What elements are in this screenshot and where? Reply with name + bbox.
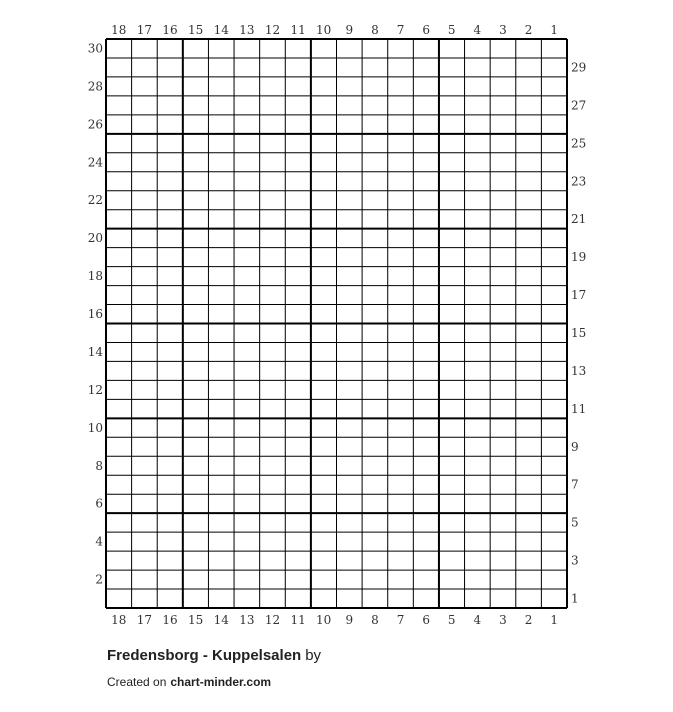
row-label-left: 14: [87, 344, 103, 359]
row-label-left: 10: [87, 420, 103, 435]
column-label-top: 7: [396, 23, 405, 37]
column-labels-top: [111, 23, 558, 37]
column-label-top: 12: [264, 23, 281, 37]
column-label-top: 3: [499, 23, 507, 37]
column-label-bottom: 4: [473, 613, 482, 627]
column-label-bottom: 2: [524, 613, 533, 627]
row-label-right: 19: [571, 250, 587, 265]
column-label-top: 2: [524, 23, 533, 37]
row-label-right: 15: [571, 325, 587, 340]
column-label-top: 16: [162, 23, 178, 37]
row-label-left: 18: [87, 269, 103, 284]
row-label-left: 22: [87, 193, 103, 208]
row-label-right: 13: [571, 363, 587, 378]
column-label-bottom: 8: [371, 613, 379, 627]
row-label-right: 21: [571, 212, 587, 227]
column-label-bottom: 6: [422, 613, 430, 627]
row-label-right: 1: [571, 591, 579, 606]
column-label-top: 14: [213, 23, 229, 37]
column-label-top: 18: [111, 23, 127, 37]
column-label-top: 11: [290, 23, 306, 37]
column-label-bottom: 5: [447, 613, 456, 627]
row-label-right: 17: [571, 288, 587, 303]
column-label-bottom: 13: [239, 613, 255, 627]
row-label-right: 23: [571, 174, 587, 189]
column-label-bottom: 12: [264, 613, 281, 627]
column-label-top: 9: [345, 23, 354, 37]
column-label-top: 4: [473, 23, 482, 37]
column-label-top: 8: [371, 23, 379, 37]
row-label-right: 27: [571, 98, 587, 113]
row-label-left: 26: [87, 117, 103, 132]
column-label-top: 17: [136, 23, 153, 37]
column-label-bottom: 15: [187, 613, 204, 627]
row-label-right: 29: [571, 60, 587, 75]
row-label-right: 7: [571, 477, 579, 492]
column-label-top: 6: [422, 23, 430, 37]
row-label-left: 12: [87, 382, 103, 397]
column-label-top: 1: [550, 23, 559, 37]
row-label-left: 16: [87, 307, 103, 322]
row-label-right: 9: [571, 439, 579, 454]
column-label-bottom: 1: [550, 613, 559, 627]
created-on-label: Created on: [107, 675, 167, 689]
chart-title-line: [107, 647, 321, 664]
column-label-bottom: 16: [162, 613, 178, 627]
column-label-bottom: 17: [136, 613, 153, 627]
column-label-bottom: 9: [345, 613, 354, 627]
column-label-bottom: 11: [290, 613, 306, 627]
row-label-right: 3: [571, 553, 579, 568]
column-label-bottom: 18: [111, 613, 127, 627]
row-labels-right: [571, 60, 586, 605]
row-label-left: 28: [87, 79, 103, 94]
column-labels-bottom: [111, 613, 558, 627]
row-label-right: 25: [571, 136, 587, 151]
row-label-left: 30: [87, 41, 103, 56]
row-label-left: 24: [87, 155, 103, 170]
column-label-top: 15: [187, 23, 204, 37]
column-label-bottom: 14: [213, 613, 229, 627]
column-label-bottom: 10: [316, 613, 332, 627]
row-label-right: 11: [571, 401, 587, 416]
row-labels-left: [88, 41, 104, 586]
row-label-right: 5: [571, 515, 579, 530]
column-label-bottom: 7: [396, 613, 405, 627]
credit-line: [107, 675, 271, 689]
column-label-top: 5: [447, 23, 456, 37]
row-label-left: 4: [95, 534, 103, 549]
row-label-left: 20: [87, 231, 103, 246]
row-label-left: 2: [95, 572, 103, 587]
site-link[interactable]: chart-minder.com: [170, 675, 272, 689]
column-label-bottom: 3: [499, 613, 507, 627]
chart-title: Fredensborg - Kuppelsalen: [107, 647, 302, 664]
row-label-left: 8: [95, 458, 103, 473]
chart-author-by: by: [305, 647, 322, 664]
column-label-top: 10: [316, 23, 332, 37]
column-label-top: 13: [239, 23, 255, 37]
row-label-left: 6: [95, 496, 103, 511]
